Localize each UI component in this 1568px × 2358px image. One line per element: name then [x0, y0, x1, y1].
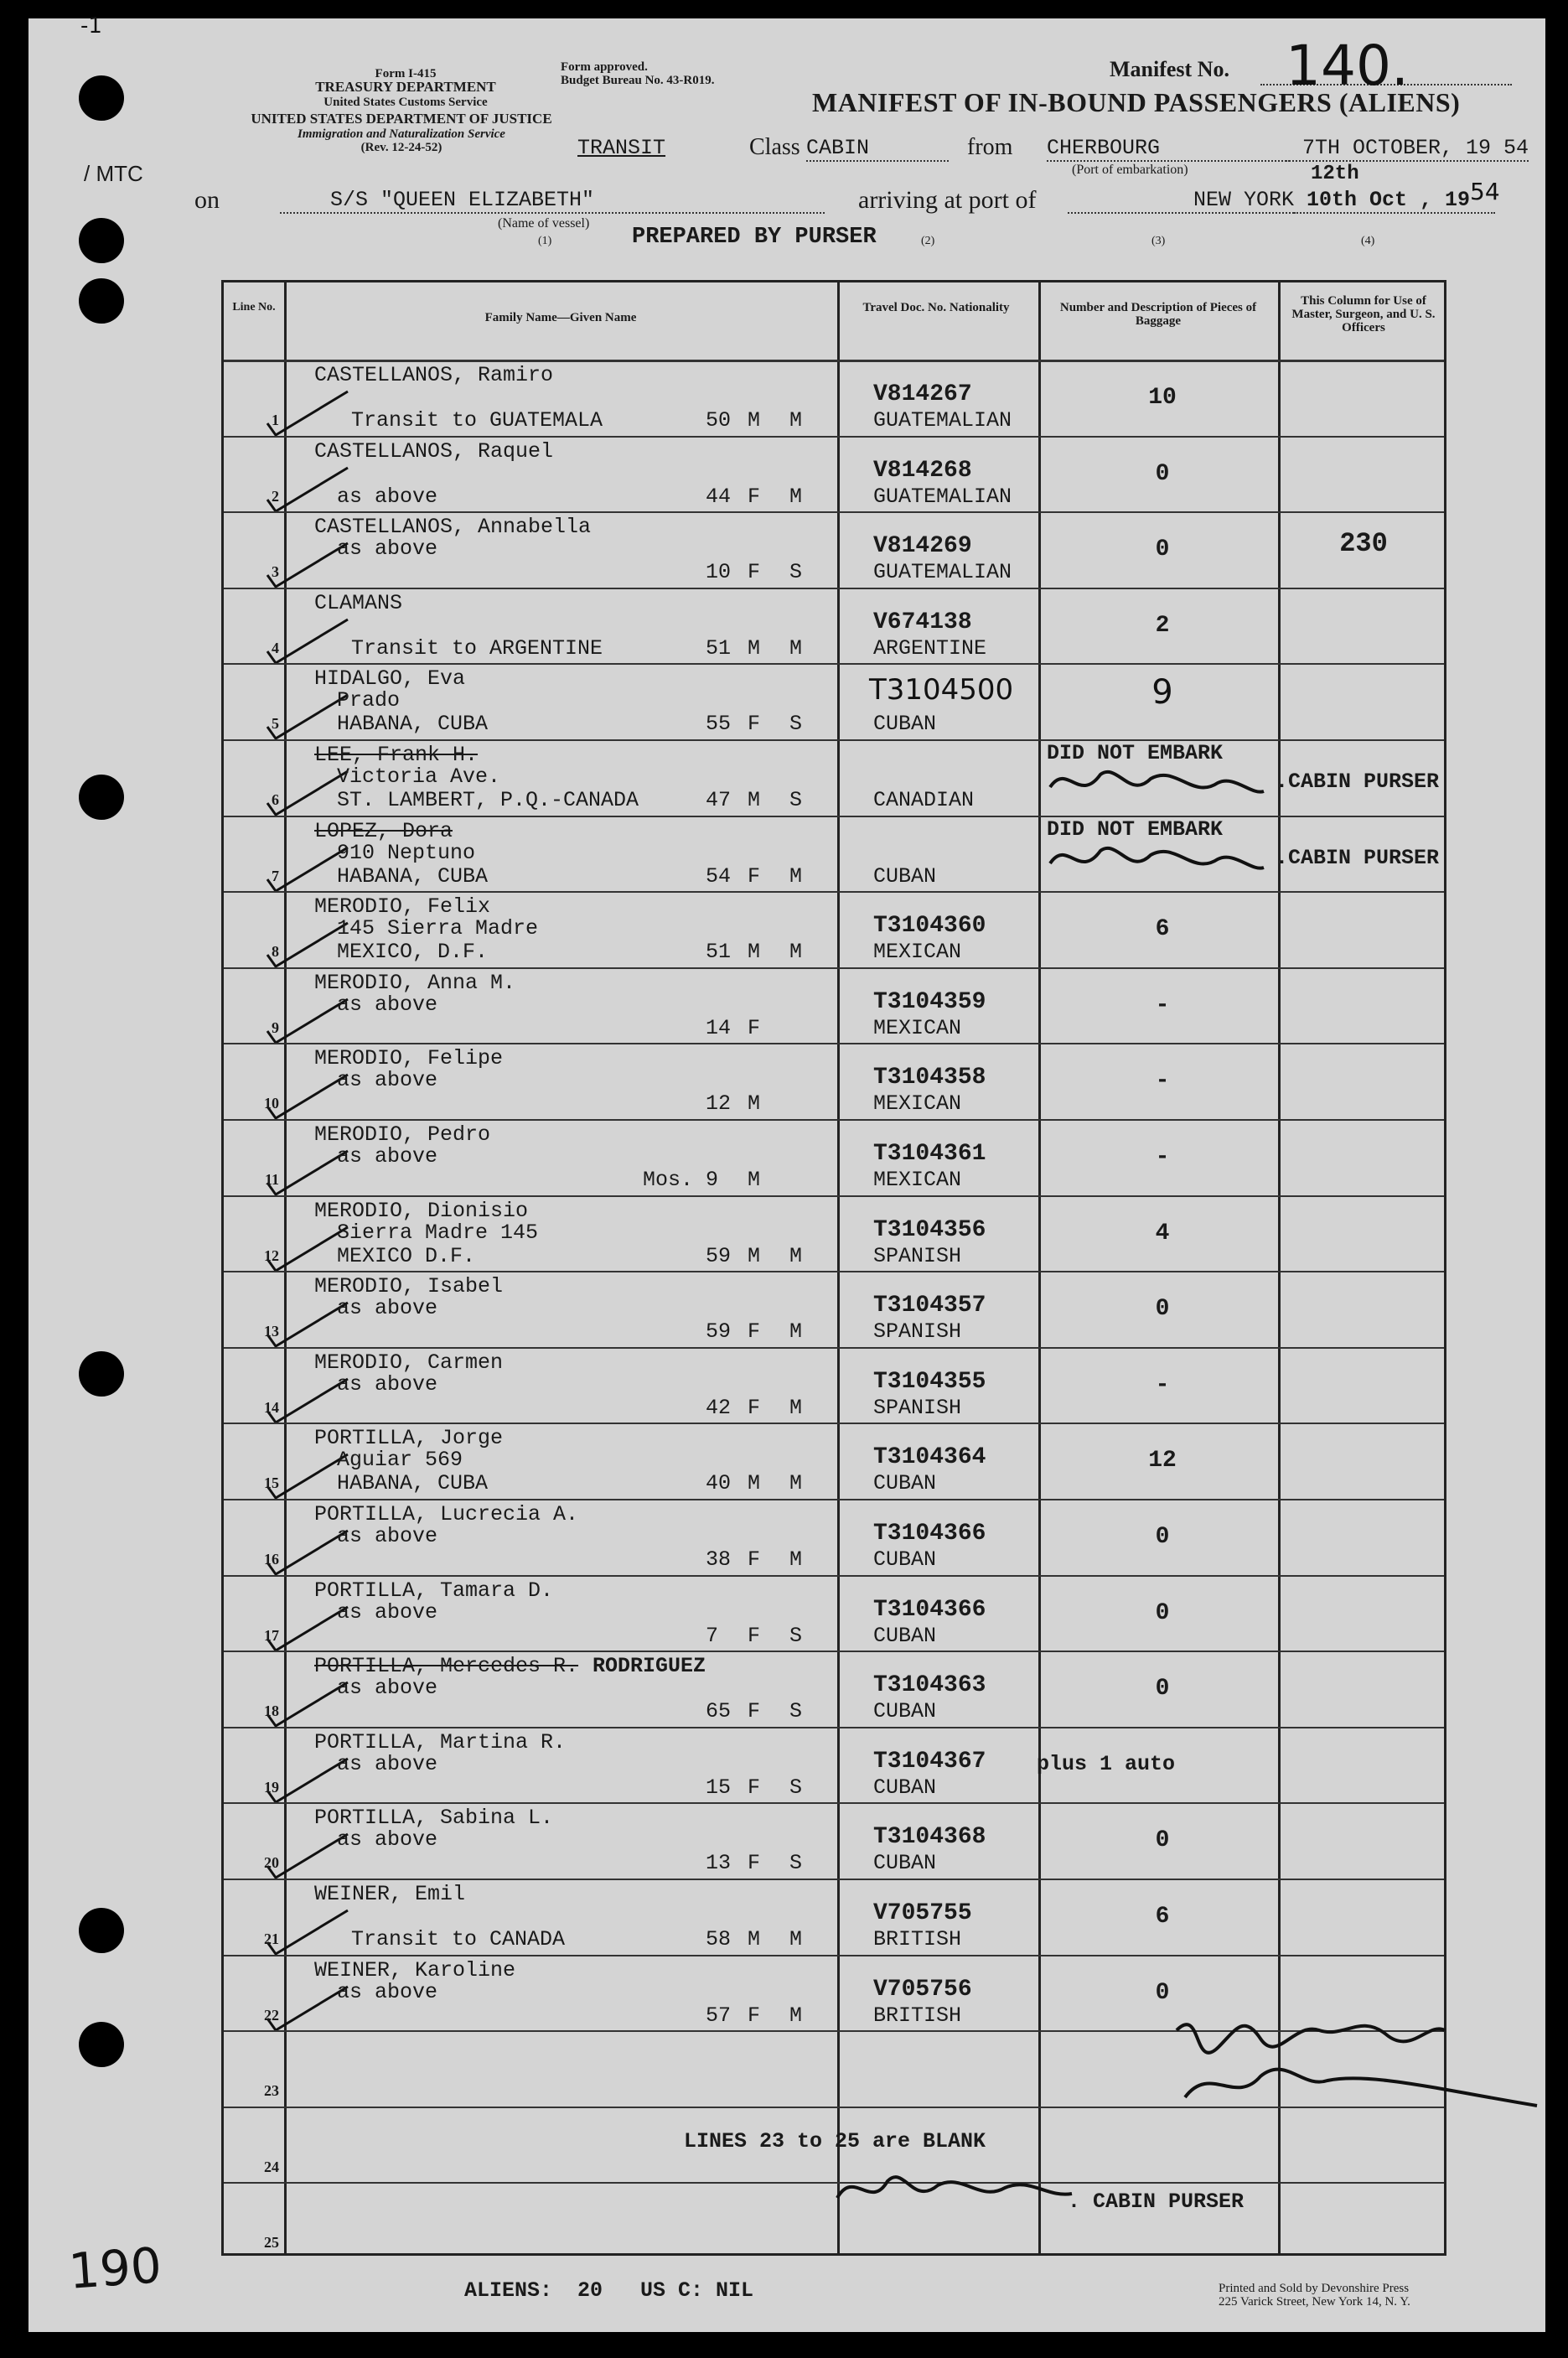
passenger-name: MERODIO, Anna M.: [314, 970, 516, 995]
address-line-2: Transit to ARGENTINE: [351, 635, 603, 661]
passenger-name: PORTILLA, Mercedes R.: [314, 1654, 579, 1679]
col-header-baggage: Number and Description of Pieces of Baggage: [1059, 301, 1257, 328]
corner-mark: -1: [80, 13, 102, 39]
passenger-name: MERODIO, Felipe: [314, 1046, 504, 1071]
passenger-name: PORTILLA, Martina R.: [314, 1729, 567, 1754]
address-line-2: Transit to CANADA: [351, 1927, 566, 1951]
sex: F: [748, 484, 761, 509]
embarkation-port: CHERBOURG: [1047, 136, 1290, 162]
cabin-purser-footer: . CABIN PURSER: [1068, 2190, 1245, 2214]
treasury-department: TREASURY DEPARTMENT: [315, 79, 496, 95]
travel-doc-number: T3104363: [873, 1672, 986, 1699]
arriving-label: arriving at port of: [858, 186, 1037, 214]
blank-lines-note: LINES 23 to 25 are BLANK: [684, 2129, 986, 2153]
line-number: 14: [264, 1398, 279, 1416]
line-number: 11: [264, 1171, 279, 1188]
address-line-1: Aguiar 569: [337, 1448, 463, 1473]
marital-status: S: [789, 788, 803, 812]
aliens-total: ALIENS: 20 US C: NIL: [464, 2278, 754, 2303]
passenger-name: PORTILLA, Jorge: [314, 1426, 504, 1451]
nationality: CUBAN: [873, 1623, 937, 1648]
marital-status: M: [789, 408, 803, 433]
passenger-name: LEE, Frank H.: [314, 743, 479, 767]
class-value: CABIN: [806, 136, 949, 162]
line-number: 4: [272, 639, 279, 656]
line-number: 13: [264, 1323, 279, 1340]
form-approved: Form approved.: [561, 60, 648, 74]
nationality: CUBAN: [873, 1699, 937, 1724]
line-number: 5: [272, 715, 279, 733]
address-line-1: as above: [337, 1599, 438, 1625]
immigration-service: Immigration and Naturalization Service: [298, 127, 505, 141]
baggage: -: [1155, 992, 1170, 1018]
marital-status: M: [789, 1319, 803, 1345]
sex: F: [748, 1015, 761, 1040]
purser-signature: [1042, 834, 1268, 884]
marital-status: S: [789, 1775, 803, 1800]
baggage: 0: [1155, 1296, 1170, 1323]
passenger-name: MERODIO, Carmen: [314, 1350, 504, 1375]
nationality: ARGENTINE: [873, 635, 987, 661]
age: 13: [706, 1851, 732, 1876]
address-line-2: MEXICO D.F.: [337, 1243, 476, 1268]
sex: F: [748, 863, 761, 889]
nationality: GUATEMALIAN: [873, 484, 1012, 509]
sex: F: [748, 560, 761, 585]
line-number: 1: [272, 412, 279, 428]
baggage: 9: [1151, 673, 1173, 713]
travel-doc-number: T3104368: [873, 1824, 986, 1851]
marital-status: M: [789, 1243, 803, 1268]
nationality: CUBAN: [873, 1851, 937, 1876]
address-line-1: as above: [337, 1371, 438, 1397]
nationality: SPANISH: [873, 1319, 962, 1345]
punch-hole: [79, 75, 124, 121]
line-number: 3: [272, 563, 279, 581]
line-number: 15: [264, 1474, 279, 1492]
nationality: SPANISH: [873, 1395, 962, 1420]
travel-doc-number: V674138: [873, 609, 972, 635]
line-number: 10: [264, 1095, 279, 1112]
address-line-1: Prado: [337, 688, 401, 713]
address-line-1: as above: [337, 1979, 438, 2004]
punch-hole: [79, 775, 124, 820]
passenger-name: HIDALGO, Eva: [314, 666, 466, 692]
baggage: 6: [1155, 916, 1170, 943]
arrival-date-correction: 12th: [1311, 163, 1359, 185]
line-number: 20: [264, 1854, 279, 1872]
marital-status: S: [789, 1699, 803, 1724]
passenger-name: MERODIO, Dionisio: [314, 1198, 529, 1223]
marital-status: S: [789, 1851, 803, 1876]
sex: F: [748, 1699, 761, 1724]
baggage: 0: [1155, 1599, 1170, 1626]
baggage: 0: [1155, 1827, 1170, 1854]
line-number: 21: [264, 1930, 279, 1947]
address-line-1: Victoria Ave.: [337, 764, 501, 789]
passenger-name: PORTILLA, Sabina L.: [314, 1806, 554, 1831]
sex: M: [748, 1168, 761, 1192]
manifest-number: 140.: [1286, 34, 1409, 98]
travel-doc-number: T3104367: [873, 1748, 986, 1775]
col-header-line-no: Line No.: [232, 301, 276, 314]
nationality: CANADIAN: [873, 788, 975, 812]
printer-line-1: Printed and Sold by Devonshire Press: [1219, 2282, 1410, 2295]
col-num-1: (1): [538, 235, 552, 247]
prepared-by-purser: PREPARED BY PURSER: [632, 225, 877, 250]
address-line-1: as above: [337, 1751, 438, 1776]
travel-doc-number: T3104358: [873, 1065, 986, 1091]
travel-doc-number: T3104366: [873, 1521, 986, 1547]
age: 12: [706, 1091, 732, 1117]
printer-line-2: 225 Varick Street, New York 14, N. Y.: [1219, 2295, 1410, 2309]
age: 15: [706, 1775, 732, 1800]
line-number: 7: [272, 867, 279, 884]
purser-signature: [829, 2164, 1080, 2215]
address-line-2: HABANA, CUBA: [337, 1471, 489, 1496]
age: 7: [706, 1623, 719, 1648]
passenger-name: CASTELLANOS, Ramiro: [314, 363, 554, 387]
punch-hole: [79, 278, 124, 324]
travel-doc-number: V814269: [873, 533, 972, 560]
baggage: 2: [1155, 612, 1170, 639]
baggage: 12: [1148, 1448, 1177, 1474]
marital-status: M: [789, 863, 803, 889]
marital-status: S: [789, 1623, 803, 1648]
age: 14: [706, 1015, 732, 1040]
transit-label: TRANSIT: [577, 136, 666, 160]
travel-doc-number: T3104359: [873, 988, 986, 1015]
name-overtype: RODRIGUEZ: [593, 1654, 706, 1679]
marital-status: S: [789, 712, 803, 737]
passenger-name: MERODIO, Isabel: [314, 1274, 504, 1299]
address-line-1: 145 Sierra Madre: [337, 916, 539, 941]
address-line-2: HABANA, CUBA: [337, 863, 489, 889]
address-line-1: as above: [337, 1676, 438, 1701]
nationality: BRITISH: [873, 1927, 962, 1951]
age: 38: [706, 1547, 732, 1572]
class-label: Class: [749, 134, 800, 160]
manifest-number-label: Manifest No.: [1110, 57, 1229, 81]
address-line-2: HABANA, CUBA: [337, 712, 489, 737]
nationality: CUBAN: [873, 1471, 937, 1496]
baggage: 0: [1155, 1979, 1170, 2006]
marital-status: M: [789, 1395, 803, 1420]
age: 44: [706, 484, 732, 509]
line-number: 8: [272, 943, 279, 961]
line-number: 12: [264, 1246, 279, 1264]
col-header-name: Family Name—Given Name: [484, 311, 637, 324]
nationality: MEXICAN: [873, 940, 962, 965]
baggage: plus 1 auto: [1037, 1751, 1176, 1776]
arrival-year-handwritten: 54: [1470, 178, 1500, 205]
passenger-name: WEINER, Emil: [314, 1882, 466, 1906]
age: 65: [706, 1699, 732, 1724]
travel-doc-number: T3104361: [873, 1141, 986, 1167]
travel-doc-number: T3104355: [873, 1368, 986, 1395]
sex: M: [748, 788, 761, 812]
age: 42: [706, 1395, 732, 1420]
sex: F: [748, 1775, 761, 1800]
line-number: 9: [272, 1018, 279, 1036]
baggage: 4: [1155, 1220, 1170, 1246]
age: 47: [706, 788, 732, 812]
vessel-name: S/S "QUEEN ELIZABETH": [280, 188, 825, 214]
sex: M: [748, 1091, 761, 1117]
address-line-2: as above: [337, 484, 438, 509]
baggage: DID NOT EMBARK: [1047, 816, 1224, 842]
vessel-caption: (Name of vessel): [498, 216, 590, 231]
address-line-2: MEXICO, D.F.: [337, 940, 489, 965]
passenger-name: LOPEZ, Dora: [314, 818, 453, 843]
line-number: 19: [264, 1778, 279, 1796]
address-line-1: as above: [337, 1296, 438, 1321]
age: 58: [706, 1927, 732, 1951]
passenger-table: [221, 280, 1446, 2256]
address-line-1: as above: [337, 1827, 438, 1853]
passenger-name: MERODIO, Felix: [314, 894, 491, 920]
sex: M: [748, 1471, 761, 1496]
on-label: on: [194, 186, 220, 214]
address-line-1: as above: [337, 1144, 438, 1169]
departure-date: 7TH OCTOBER, 19 54: [1286, 136, 1529, 162]
sex: M: [748, 940, 761, 965]
punch-hole: [79, 1908, 124, 1953]
baggage: 0: [1155, 460, 1170, 487]
travel-doc-number: T3104360: [873, 913, 986, 940]
marital-status: M: [789, 940, 803, 965]
passenger-name: CASTELLANOS, Annabella: [314, 515, 592, 540]
passenger-name: WEINER, Karoline: [314, 1957, 516, 1982]
baggage: -: [1155, 1371, 1170, 1398]
travel-doc-number: T3104366: [873, 1596, 986, 1623]
travel-doc-number: V705755: [873, 1900, 972, 1926]
marital-status: M: [789, 2003, 803, 2028]
department-of-justice: UNITED STATES DEPARTMENT OF JUSTICE: [251, 111, 552, 127]
line-number: 23: [264, 2082, 279, 2100]
address-line-1: Sierra Madre 145: [337, 1220, 539, 1245]
nationality: CUBAN: [873, 712, 937, 737]
line-number: 22: [264, 2006, 279, 2024]
customs-service: United States Customs Service: [323, 96, 488, 109]
sex: M: [748, 408, 761, 433]
marital-status: M: [789, 1927, 803, 1951]
baggage: 0: [1155, 536, 1170, 563]
sex: F: [748, 1851, 761, 1876]
travel-doc-number: T3104357: [873, 1293, 986, 1319]
age: 51: [706, 635, 732, 661]
age: 54: [706, 863, 732, 889]
nationality: GUATEMALIAN: [873, 560, 1012, 585]
address-line-2: Transit to GUATEMALA: [351, 408, 603, 433]
col-header-officers: This Column for Use of Master, Surgeon, and U. S. Officers: [1291, 294, 1436, 334]
punch-hole: [79, 1351, 124, 1397]
marital-status: M: [789, 484, 803, 509]
baggage: -: [1155, 1068, 1170, 1095]
col-header-travel-doc: Travel Doc. No. Nationality: [862, 301, 1010, 314]
travel-doc-number: V814268: [873, 457, 972, 484]
baggage: 0: [1155, 1524, 1170, 1550]
address-line-1: 910 Neptuno: [337, 840, 476, 865]
budget-bureau-number: Budget Bureau No. 43-R019.: [561, 74, 715, 87]
sex: F: [748, 2003, 761, 2028]
officer-signature: [1160, 1997, 1554, 2122]
revision-date: (Rev. 12-24-52): [360, 141, 442, 154]
officer-remark: 230: [1339, 528, 1388, 560]
sex: F: [748, 1395, 761, 1420]
line-number: 18: [264, 1702, 279, 1720]
remark-purser: .CABIN PURSER: [1276, 845, 1440, 870]
marital-status: M: [789, 1471, 803, 1496]
marital-status: S: [789, 560, 803, 585]
line-number: 6: [272, 791, 279, 808]
arrival-date: 10th Oct , 19: [1294, 188, 1495, 214]
baggage: 6: [1155, 1904, 1170, 1930]
sex: M: [748, 1243, 761, 1268]
nationality: CUBAN: [873, 1547, 937, 1572]
age: 59: [706, 1319, 732, 1345]
address-line-1: as above: [337, 1068, 438, 1093]
line-number: 24: [264, 2158, 279, 2175]
travel-doc-number: V814267: [873, 381, 972, 407]
address-line-2: ST. LAMBERT, P.Q.-CANADA: [337, 788, 639, 812]
page-title: MANIFEST OF IN-BOUND PASSENGERS (ALIENS): [812, 87, 1461, 117]
remark-purser: .CABIN PURSER: [1276, 770, 1440, 794]
punch-hole: [79, 218, 124, 263]
age: 10: [706, 560, 732, 585]
nationality: GUATEMALIAN: [873, 408, 1012, 433]
age: 40: [706, 1471, 732, 1496]
nationality: BRITISH: [873, 2003, 962, 2028]
nationality: MEXICAN: [873, 1091, 962, 1117]
passenger-name: CASTELLANOS, Raquel: [314, 438, 554, 464]
travel-doc-number: T3104356: [873, 1216, 986, 1243]
from-label: from: [967, 134, 1013, 160]
nationality: CUBAN: [873, 863, 937, 889]
sex: F: [748, 1319, 761, 1345]
address-line-1: as above: [337, 1524, 438, 1548]
mtc-mark: / MTC: [84, 161, 143, 186]
travel-doc-number: T3104364: [873, 1444, 986, 1471]
address-line-1: as above: [337, 992, 438, 1017]
address-line-2: Mos.: [643, 1168, 694, 1192]
sex: F: [748, 712, 761, 737]
line-number: 16: [264, 1551, 279, 1568]
passenger-name: PORTILLA, Tamara D.: [314, 1578, 554, 1603]
age: 55: [706, 712, 732, 737]
form-number: Form I-415: [375, 67, 437, 80]
age: 51: [706, 940, 732, 965]
col-num-3: (3): [1151, 235, 1166, 247]
baggage: 10: [1148, 385, 1177, 411]
manifest-page: [28, 13, 1545, 2332]
age: 50: [706, 408, 732, 433]
nationality: CUBAN: [873, 1775, 937, 1800]
sex: F: [748, 1623, 761, 1648]
passenger-name: MERODIO, Pedro: [314, 1122, 491, 1147]
col-num-4: (4): [1361, 235, 1375, 247]
baggage: -: [1155, 1144, 1170, 1170]
marital-status: M: [789, 635, 803, 661]
passenger-name: CLAMANS: [314, 590, 403, 615]
sex: F: [748, 1547, 761, 1572]
travel-doc-number: T3104500: [869, 673, 1014, 707]
line-number: 2: [272, 487, 279, 505]
nationality: MEXICAN: [873, 1168, 962, 1192]
nationality: SPANISH: [873, 1243, 962, 1268]
line-number: 25: [264, 2234, 279, 2252]
line-number: 17: [264, 1626, 279, 1644]
sex: M: [748, 1927, 761, 1951]
baggage: 0: [1155, 1676, 1170, 1702]
punch-hole: [79, 2022, 124, 2067]
marital-status: M: [789, 1547, 803, 1572]
port-caption: (Port of embarkation): [1072, 163, 1188, 177]
col-num-2: (2): [921, 235, 935, 247]
baggage: DID NOT EMBARK: [1047, 741, 1224, 765]
handwritten-page-number: 190: [66, 2236, 163, 2300]
sex: M: [748, 635, 761, 661]
arrival-port: NEW YORK: [1068, 188, 1294, 214]
age: 59: [706, 1243, 732, 1268]
age: 9: [706, 1168, 719, 1192]
address-line-1: as above: [337, 536, 438, 562]
nationality: MEXICAN: [873, 1015, 962, 1040]
age: 57: [706, 2003, 732, 2028]
purser-signature: [1042, 758, 1268, 808]
passenger-name: PORTILLA, Lucrecia A.: [314, 1502, 579, 1526]
travel-doc-number: V705756: [873, 1976, 972, 2003]
